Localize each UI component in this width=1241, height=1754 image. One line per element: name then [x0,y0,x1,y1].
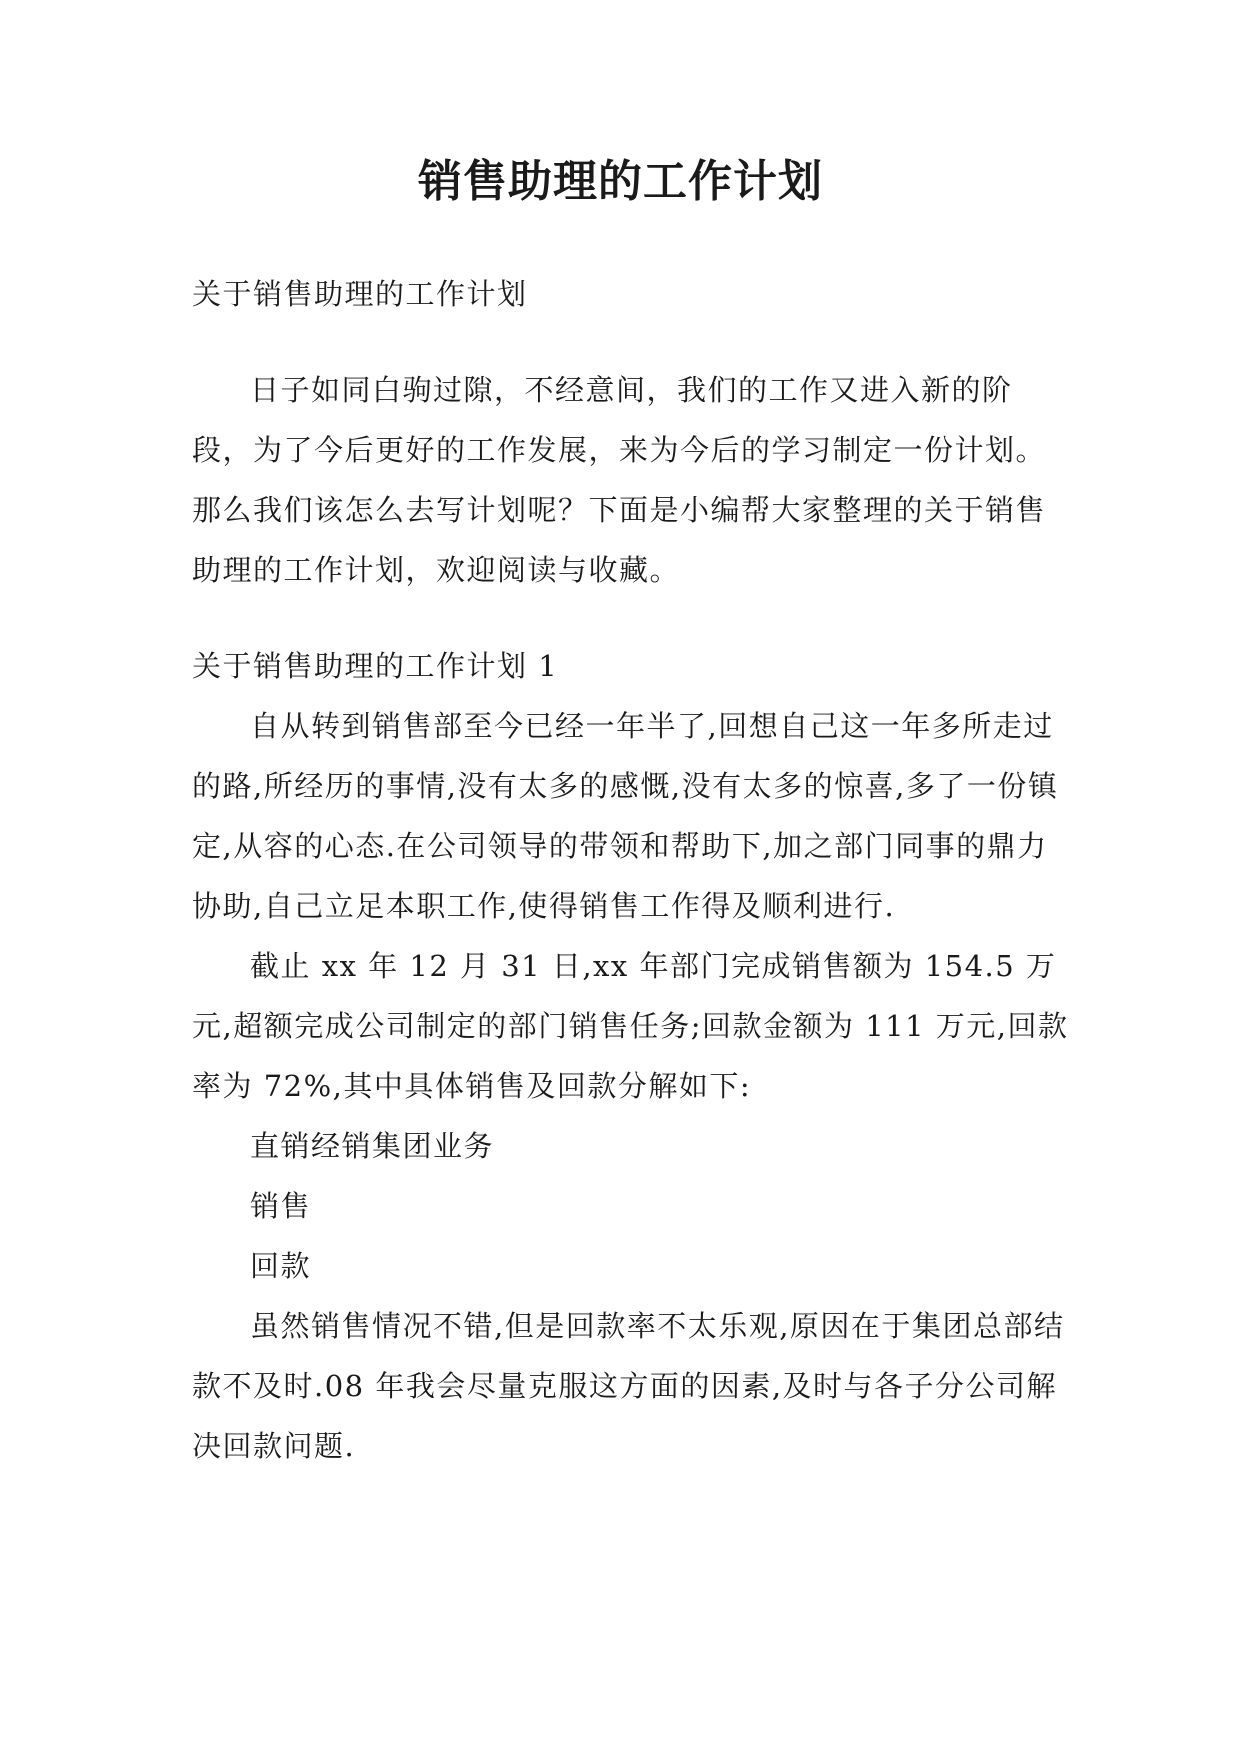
section-heading: 关于销售助理的工作计划 1 [192,649,559,683]
list-header: 直销经销集团业务 [250,1129,495,1163]
spacer [192,600,1072,636]
spacer [192,324,1072,360]
list-item-sales: 销售 [250,1189,312,1223]
body-paragraph-3: 虽然销售情况不错,但是回款率不太乐观,原因在于集团总部结款不及时.08 年我会尽量克服这方面的因素,及时与各子分公司解决回款问题. [192,1309,1065,1463]
intro-paragraph: 日子如同白驹过隙，不经意间，我们的工作又进入新的阶段，为了今后更好的工作发展，来为今后的学习制定一份计划。那么我们该怎么去写计划呢？下面是小编帮大家整理的关于销售助理的工作计划，欢迎阅读与收藏。 [192,373,1047,587]
document-body [192,264,1072,1476]
list-item-payback: 回款 [250,1249,312,1283]
body-paragraph-1: 自从转到销售部至今已经一年半了,回想自己这一年多所走过的路,所经历的事情,没有太多的感慨,没有太多的惊喜,多了一份镇定,从容的心态.在公司领导的带领和帮助下,加之部门同事的鼎力协助,自己立足本职工作,使得销售工作得及顺利进行. [192,709,1059,923]
document-subtitle: 关于销售助理的工作计划 [192,277,528,311]
body-paragraph-2: 截止 xx 年 12 月 31 日,xx 年部门完成销售额为 154.5 万元,超额完成公司制定的部门销售任务;回款金额为 111 万元,回款率为 72%,其中具体销售及回款分解如下: [192,949,1069,1103]
document-title: 销售助理的工作计划 [418,156,823,207]
